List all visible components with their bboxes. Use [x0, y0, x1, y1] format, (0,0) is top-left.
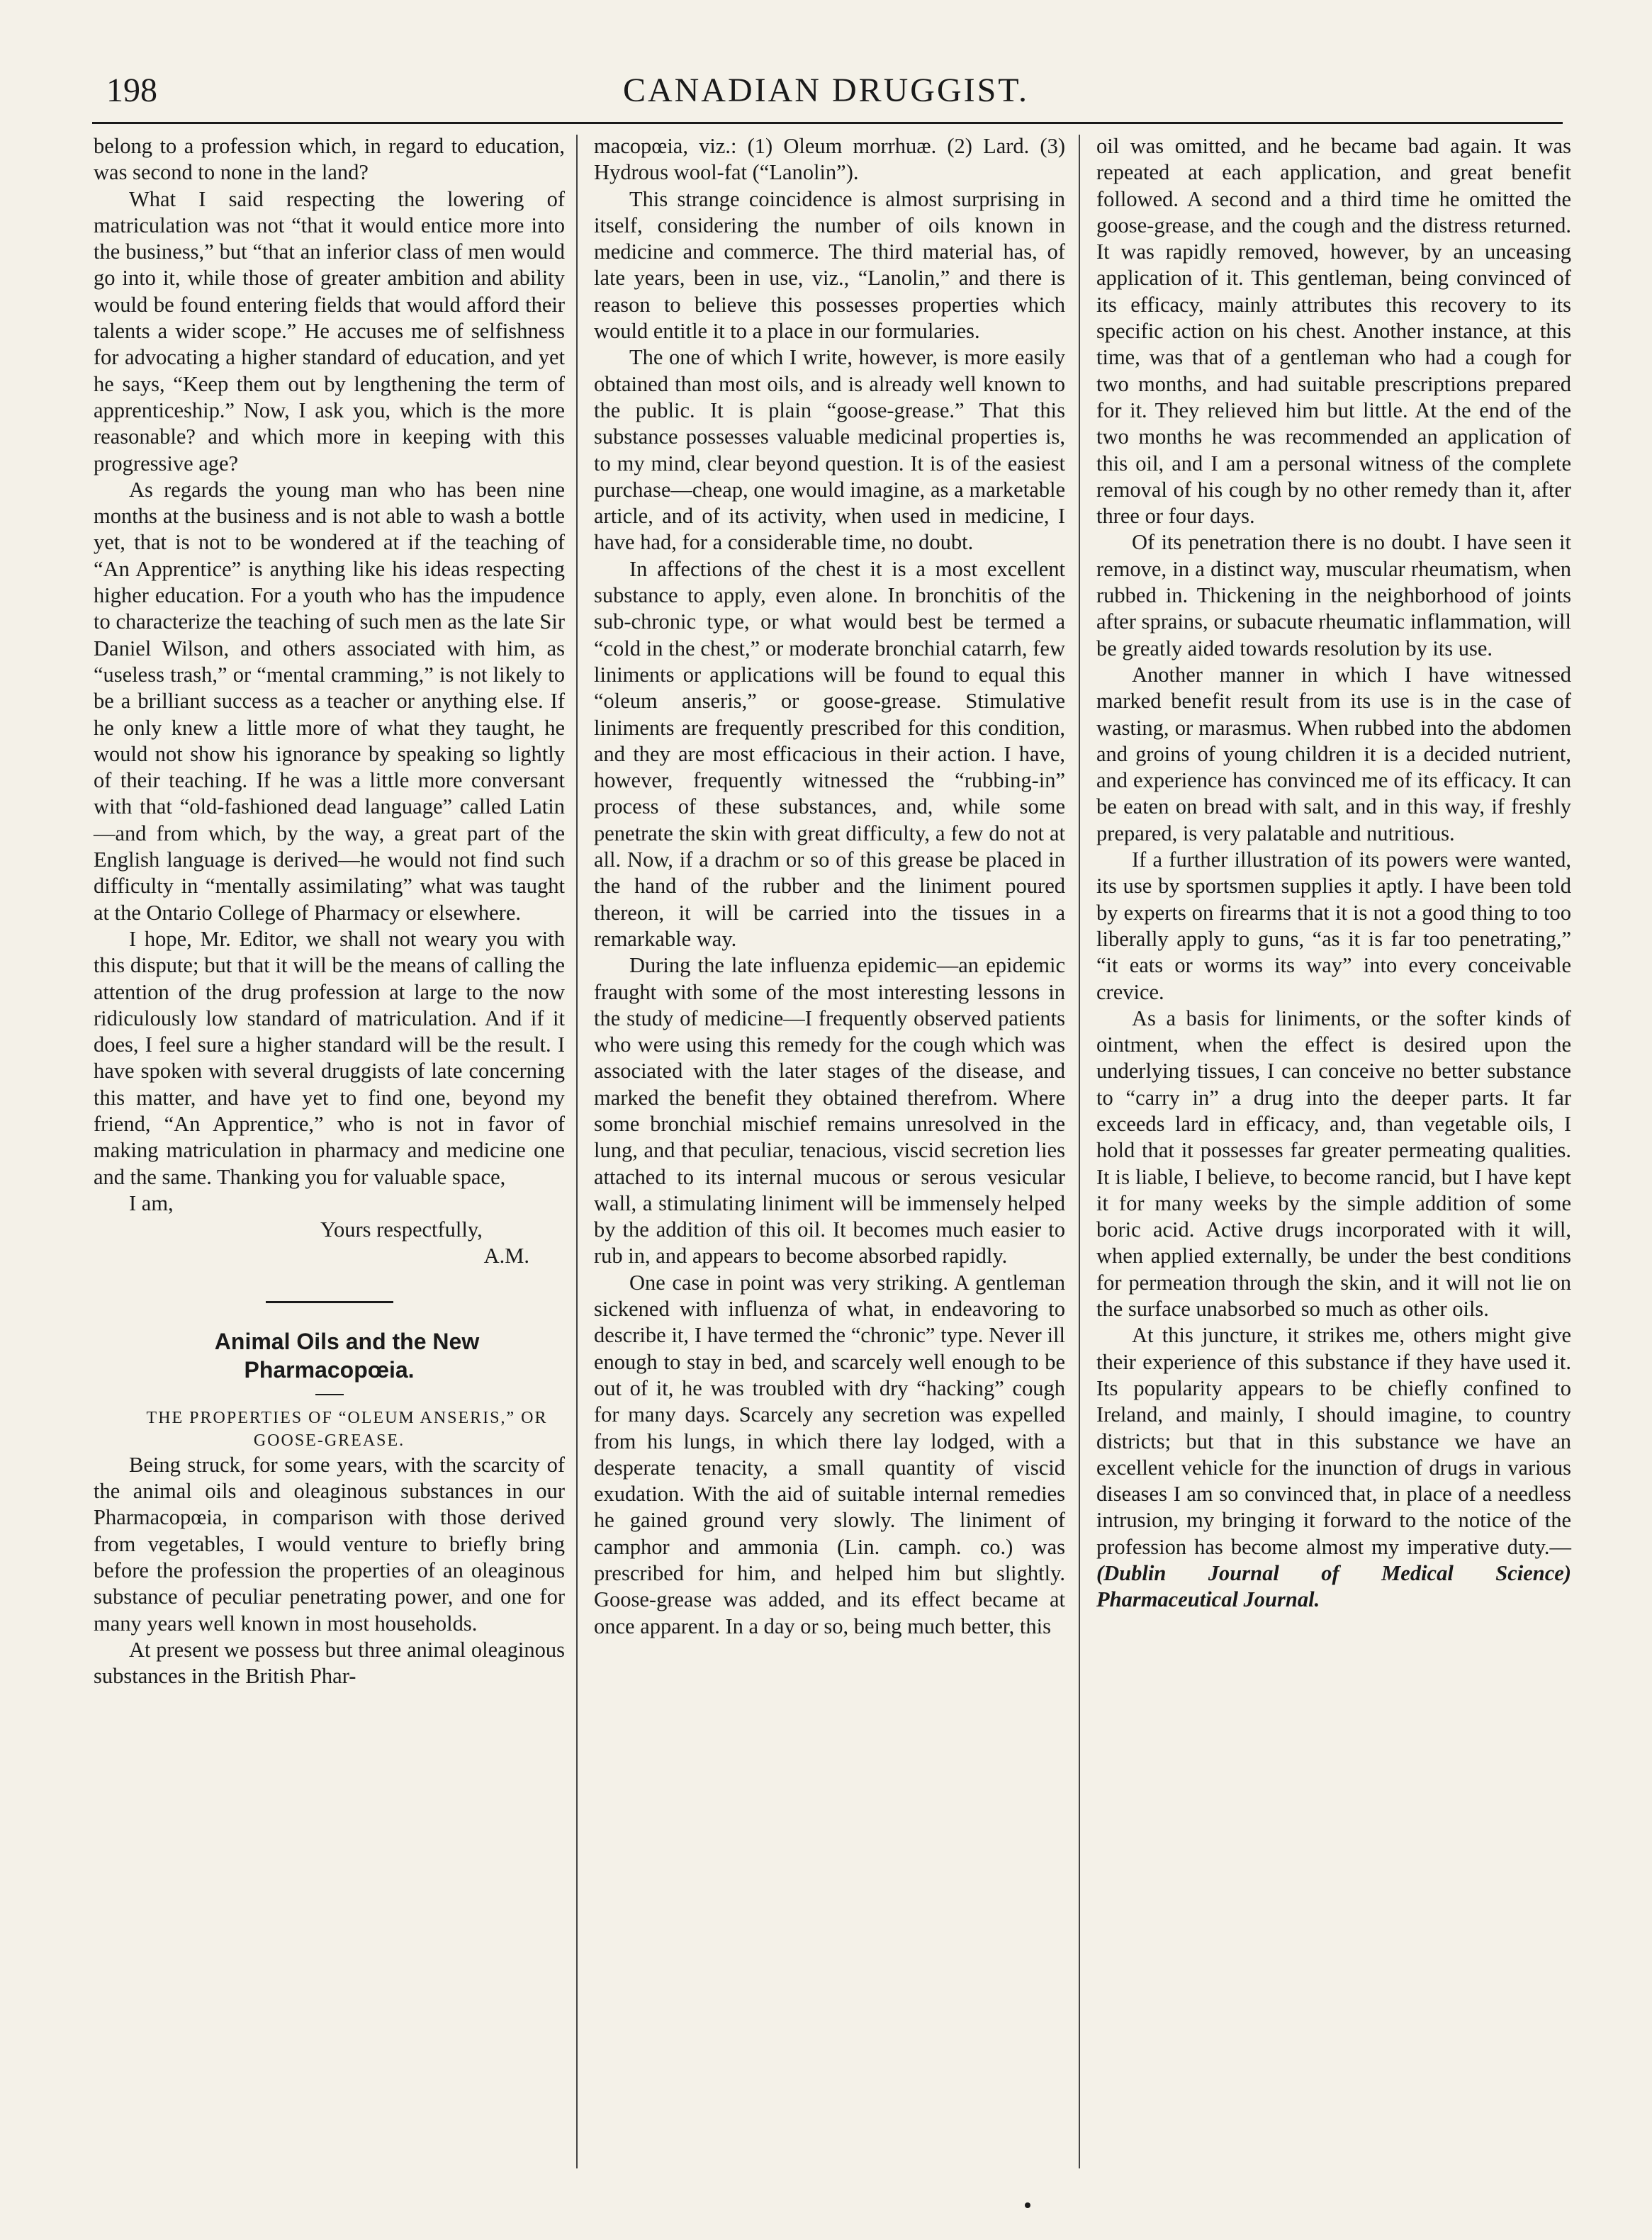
- column-rule: [576, 135, 578, 2168]
- paragraph: If a further illustration of its powers were wanted, its use by sportsmen supplies it aptly. I have been told by experts on firearms that it is not a good thing to too liberally apply to guns, “as it is far too penetrating,” “it eats or worms its way” into every conceivable crevice.: [1096, 848, 1571, 1004]
- column-rule: [1079, 135, 1080, 2168]
- paragraph: Of its penetration there is no doubt. I have seen it remove, in a distinct way, muscular rheumatism, when rubbed in. Thickening in the neighborhood of joints after sprains, or subacute rheumatic inflammation, will be greatly aided towards resolution by its use.: [1096, 530, 1571, 660]
- running-head: CANADIAN DRUGGIST.: [622, 72, 1030, 109]
- paragraph: oil was omitted, and he became bad again. It was repeated at each application, and great benefit followed. A second and a third time he omitted the goose-grease, and the cough and the distress returned. It was rapidly removed, however, by an unceasing application of it. This gentleman, being convinced of its efficacy, mainly attributes this recovery to its specific action on his chest. Another instance, at this time, was that of a gentleman who had a cough for two months, and had suitable prescriptions prepared for it. They relieved him but little. At the end of the two months he was recommended an application of this oil, and I am a personal witness of the complete removal of his cough by no other remedy than it, after three or four days.: [1096, 134, 1571, 529]
- column-3: [1096, 133, 1571, 1614]
- paragraph: [1096, 1322, 1571, 1613]
- column-1: [94, 133, 565, 1689]
- printer-mark: [1025, 2202, 1030, 2208]
- paragraph: In affections of the chest it is a most excellent substance to apply, even alone. In bronchitis of the sub-chronic type, or what would best be termed a “cold in the chest,” or moderate bronchial catarrh, few liniments or applications will be found to equal this “oleum anseris,” or goose-grease. Stimulative liniments are frequently prescribed for this condition, and they are most efficacious in their action. I have, however, frequently witnessed the “rubbing-in” process of these substances, and, while some penetrate the skin with great difficulty, a few do not at all. Now, if a drachm or so of this grease be placed in the hand of the rubber and the liniment poured thereon, it will be carried into the tissues in a remarkable way.: [594, 556, 1065, 951]
- article-subtitle: THE PROPERTIES OF “OLEUM ANSERIS,” OR GOOSE-GREASE.: [146, 1408, 548, 1450]
- paragraph: As regards the young man who has been nine months at the business and is not able to wash a bottle yet, that is not to be wondered at if the teaching of “An Apprentice” is anything like his ideas respecting higher education. For a youth who has the impudence to characterize the teaching of such men as the late Sir Daniel Wilson, and others associated with him, as “useless trash,” or “mental cramming,” is not likely to be a brilliant success as a teacher or anything else. If he only knew a little more of what they taught, he would not show his ignorance by speaking so lightly of their teaching. If he was a little more conversant with that “old-fashioned dead language” called Latin—and from which, by the way, a great part of the English language is derived—he would not find such difficulty in “mentally assimilating” what was taught at the Ontario College of Pharmacy or elsewhere.: [94, 477, 565, 925]
- paragraph: One case in point was very striking. A gentleman sickened with influenza of what, in endeavoring to describe it, I have termed the “chronic” type. Never ill enough to stay in bed, and scarcely well enough to be out of it, he was troubled with dry “hacking” cough for many days. Scarcely any secretion was expelled from his lungs, in which there lay lodged, with a desperate tenacity, a small quantity of viscid exudation. With the aid of suitable internal remedies he gained ground very slowly. The liniment of camphor and ammonia (Lin. camph. co.) was prescribed for him, and helped him but slightly. Goose-grease was added, and its effect became at once apparent. In a day or so, being much better, this: [594, 1270, 1065, 1638]
- letter-closing: Yours respectfully,: [320, 1217, 483, 1242]
- paragraph: I hope, Mr. Editor, we shall not weary you with this dispute; but that it will be the means of calling the attention of the drug profession at large to the now ridiculously low standard of matriculation. And if it does, I feel sure a higher standard will be the result. I have spoken with several druggists of late concerning this matter, and have yet to find one, beyond my friend, “An Apprentice,” who is not in favor of making matriculation in pharmacy and medicine one and the same. Thanking you for valuable space,: [94, 926, 565, 1189]
- paragraph: Another manner in which I have witnessed marked benefit result from its use is in the case of wasting, or marasmus. When rubbed into the abdomen and groins of young children it is a decided nutrient, and experience has convinced me of its efficacy. It can be eaten on bread with salt, and in this way, if freshly prepared, is very palatable and nutritious.: [1096, 662, 1571, 845]
- paragraph: belong to a profession which, in regard to education, was second to none in the land?: [94, 134, 565, 185]
- article-title: Animal Oils and the New Pharmacopœia.: [214, 1328, 480, 1383]
- paragraph: This strange coincidence is almost surprising in itself, considering the number of oils known in medicine and commerce. The third material has, of late years, been in use, viz., “Lanolin,” and there is reason to believe this possesses properties which would entitle it to a place in our formularies.: [594, 186, 1065, 344]
- letter-signature: A.M.: [483, 1244, 529, 1268]
- paragraph: The one of which I write, however, is more easily obtained than most oils, and is already well known to the public. It is plain “goose-grease.” That this substance possesses valuable medicinal properties is, to my mind, clear beyond question. It is of the easiest purchase—cheap, one would imagine, as a marketable article, and of its activity, when used in medicine, I have had, for a considerable time, no doubt.: [594, 345, 1065, 555]
- paragraph: Being struck, for some years, with the scarcity of the animal oils and oleaginous substances in our Pharmacopœia, in comparison with those derived from vegetables, I would venture to briefly bring before the profession the properties of an oleaginous substance of peculiar penetrating power, and one for many years well known in most households.: [94, 1452, 565, 1636]
- page-header: [106, 71, 1546, 113]
- page-number: 198: [106, 72, 157, 109]
- title-divider: [315, 1394, 344, 1395]
- letter-signoff: I am,: [129, 1191, 174, 1215]
- paragraph-text: At this juncture, it strikes me, others might give their experience of this substance if they have used it. Its popularity appears to be chiefly confined to Ireland, and mainly, I should imagine, to country districts; but that in this substance we have an excellent vehicle for the inunction of drugs in various diseases I am so convinced that, in place of a needless intrusion, my bringing it forward to the notice of the profession has become almost my imperative duty.—: [1096, 1323, 1571, 1559]
- paragraph: As a basis for liniments, or the softer kinds of ointment, when the effect is desired upon the underlying tissues, I can conceive no better substance to “carry in” a drug into the deeper parts. It far exceeds lard in efficacy, and, than vegetable oils, I hold that it possesses far greater permeating qualities. It is liable, I believe, to become rancid, but I have kept it for many weeks by the simple addition of some boric acid. Active drugs incorporated with it will, when applied externally, be under the best conditions for permeation through the skin, and it will not lie on the surface unabsorbed so much as other oils.: [1096, 1006, 1571, 1322]
- header-rule: [92, 122, 1563, 124]
- paragraph: At present we possess but three animal oleaginous substances in the British Phar-: [94, 1637, 565, 1689]
- section-divider: [266, 1301, 393, 1303]
- paragraph: During the late influenza epidemic—an epidemic fraught with some of the most interesting lessons in the study of medicine—I frequently observed patients who were using this remedy for the cough which was associated with the later stages of the disease, and marked the benefit they obtained therefrom. Where some bronchial mischief remains unresolved in the lung, and that peculiar, tenacious, viscid secretion lies attached to its internal mucous or serous vesicular wall, a stimulating liniment will be immensely helped by the addition of this oil. It becomes much easier to rub in, and appears to become absorbed rapidly.: [594, 953, 1065, 1268]
- source-citation: (Dublin Journal of Medical Science) Pharmaceutical Journal.: [1096, 1561, 1571, 1612]
- column-2: [594, 133, 1065, 1640]
- paragraph: What I said respecting the lowering of matriculation was not “that it would entice more into the business,” but “that an inferior class of men would go into it, while those of greater ambition and ability would be found entering fields that would afford their talents a wider scope.” He accuses me of selfishness for advocating a higher standard of education, and yet he says, “Keep them out by lengthening the term of apprenticeship.” Now, I ask you, which is the more reasonable? and which more in keeping with this progressive age?: [94, 186, 565, 475]
- paragraph: macopœia, viz.: (1) Oleum morrhuæ. (2) Lard. (3) Hydrous wool-fat (“Lanolin”).: [594, 134, 1065, 185]
